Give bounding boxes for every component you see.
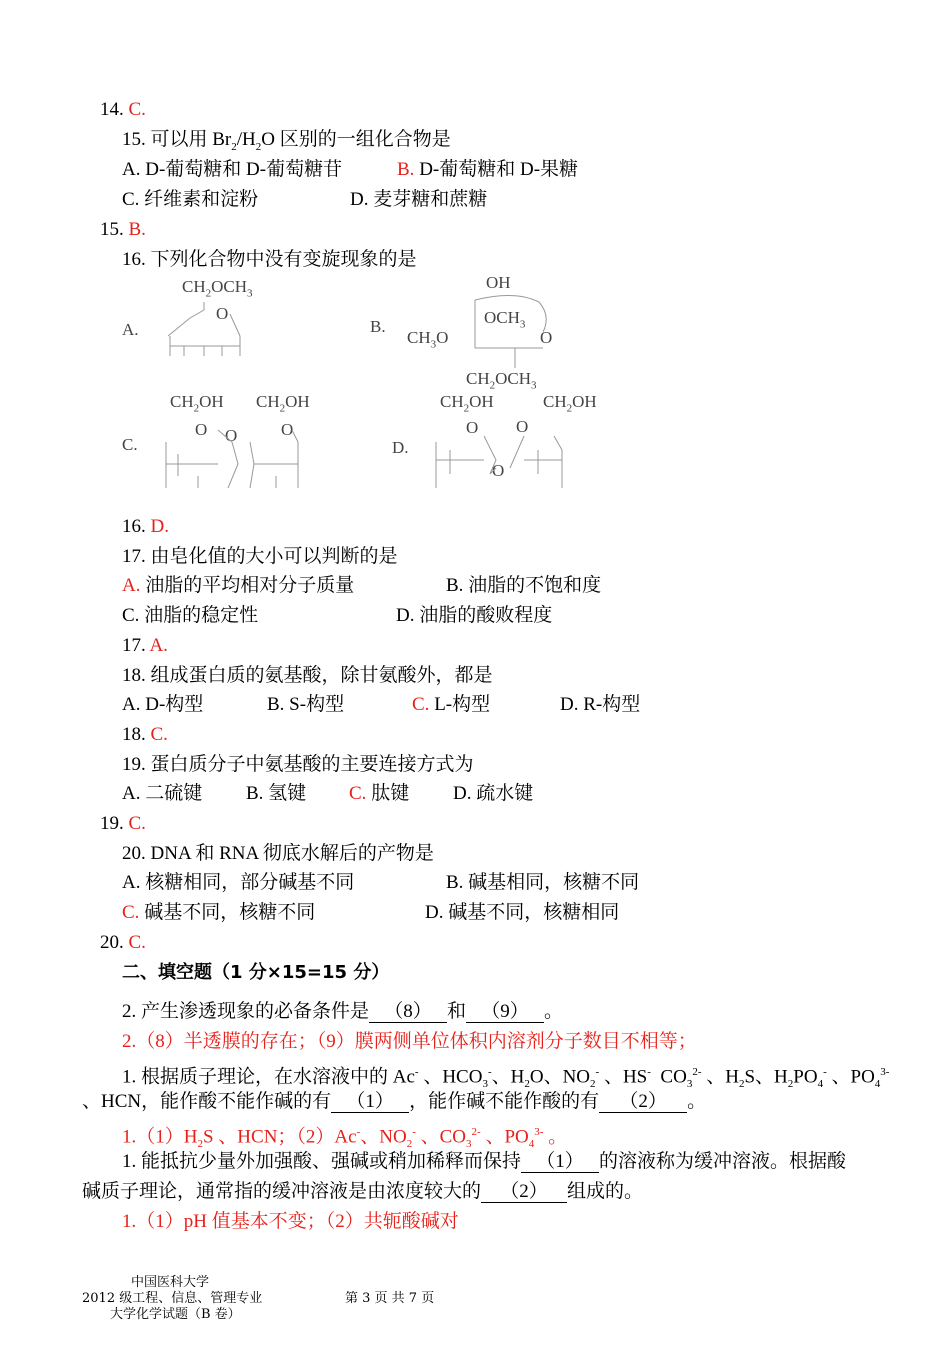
q20-option-d: D. 碱基不同，核糖相同 (425, 902, 620, 923)
q17-option-d: D. 油脂的酸败程度 (396, 605, 553, 626)
q16-stem: 16. 下列化合物中没有变旋现象的是 (122, 249, 417, 270)
q19-stem: 19. 蛋白质分子中氨基酸的主要连接方式为 (122, 754, 474, 775)
q19-option-b: B. 氢键 (246, 783, 307, 804)
structure-b-substituent: $CH_2OCH_3$ (466, 369, 537, 392)
answer-key: C. (128, 99, 146, 120)
fill-3-question-line1: 1. 能抵抗少量外加强酸、强碱或稍加稀释而保持 （1） 的溶液称为缓冲溶液。根据酸 (122, 1151, 847, 1172)
q19-option-a: A. 二硫键 (122, 783, 203, 804)
blank-9: （9） (466, 1002, 544, 1023)
structure-d-ring-oxygen-left: O (466, 418, 479, 437)
fill-1-answer: $1.(1)H_2S$ 、HCN；（2）Ac-、$NO_2^-$ 、$CO_3^{2-}$ 、$PO_4^{3-}$ 。 (122, 1126, 568, 1151)
structure-a-ring-oxygen: O (216, 304, 229, 323)
structure-d-bridge-oxygen: O (492, 461, 505, 480)
fill-3-answer: 1.（1）pH 值基本不变；（2）共轭酸碱对 (122, 1211, 459, 1232)
structure-d-rings (428, 416, 578, 496)
blank-3-2: （2） (481, 1182, 567, 1203)
q20-stem: 20. DNA 和 RNA 彻底水解后的产物是 (122, 843, 434, 864)
structure-d-ch2oh-left: $CH_2OH$ (440, 392, 494, 415)
fill-2-answer: 2.（8）半透膜的存在；（9）膜两侧单位体积内溶剂分子数目不相等； (122, 1031, 697, 1052)
q20-option-c: C. 碱基不同，核糖不同 (122, 902, 316, 923)
q20-answer: 20. C. (100, 932, 146, 953)
footer-page: 第 3 页 共 7 页 (345, 1291, 435, 1306)
q16-answer: 16. D. (122, 516, 169, 537)
structure-b-hydroxyl: OH (486, 273, 511, 292)
structure-b-label: B. (370, 317, 386, 336)
q18-option-b: B. S-构型 (267, 694, 345, 715)
q18-answer: 18. C. (122, 724, 168, 745)
q17-answer: 17. A. (122, 635, 168, 656)
section-title: 二、填空题（1 分×15=15 分） (122, 962, 390, 983)
blank-1: （1） (331, 1092, 409, 1113)
q15-option-c: C. 纤维素和淀粉 (122, 189, 259, 210)
footer-major: 2012 级工程、信息、管理专业 (82, 1291, 263, 1306)
q20-option-b: B. 碱基相同，核糖不同 (446, 872, 640, 893)
q17-option-a: A. 油脂的平均相对分子质量 (122, 575, 355, 596)
structure-d-ch2oh-right: $CH_2OH$ (543, 392, 597, 415)
q14-answer: 14. C. (100, 99, 146, 120)
fill-2-question: 2. 产生渗透现象的必备条件是 （8） 和 （9） 。 (122, 1001, 564, 1022)
structure-c-ring-oxygen-left: O (195, 420, 208, 439)
q19-option-c: C. 肽键 (349, 783, 410, 804)
fill-1-question-line1: 1. 根据质子理论，在水溶液中的 Ac- 、$HCO_3^-$、$H_2O$、$NO_2^-$ 、HS- $CO_3^{2-}$ 、$H_2S$、$H_2PO_4^-$ 、$PO_4^{3-}$ (122, 1066, 890, 1091)
structure-a-ring (160, 300, 250, 360)
blank-3-1: （1） (521, 1152, 599, 1173)
q15-option-a: A. D-葡萄糖和 D-葡萄糖苷 (122, 159, 343, 180)
structure-c-label: C. (122, 435, 138, 454)
structure-a-label: A. (122, 320, 139, 339)
q15-option-b: B. D-葡萄糖和 D-果糖 (397, 159, 579, 180)
structure-d-label: D. (392, 438, 409, 457)
q18-option-a: A. D-构型 (122, 694, 204, 715)
structure-c-ch2oh-left: $CH_2OH$ (170, 392, 224, 415)
q18-option-d: D. R-构型 (560, 694, 641, 715)
q17-stem: 17. 由皂化值的大小可以判断的是 (122, 546, 398, 567)
structure-c-rings (158, 416, 308, 496)
structure-b-ring (455, 292, 565, 372)
q17-option-b: B. 油脂的不饱和度 (446, 575, 602, 596)
q18-option-c: C. L-构型 (412, 694, 491, 715)
structure-c-bridge-oxygen: O (225, 426, 238, 445)
q19-answer: 19. C. (100, 813, 146, 834)
footer-exam: 大学化学试题（B 卷） (110, 1307, 241, 1322)
structure-b-methoxy: $OCH_3$ (484, 308, 526, 331)
structure-c-ch2oh-right: $CH_2OH$ (256, 392, 310, 415)
q17-option-c: C. 油脂的稳定性 (122, 605, 259, 626)
q20-option-a: A. 核糖相同，部分碱基不同 (122, 872, 355, 893)
q15-answer: 15. B. (100, 219, 146, 240)
structure-b-ring-oxygen: O (540, 328, 553, 347)
footer-school: 中国医科大学 (131, 1275, 210, 1290)
q18-stem: 18. 组成蛋白质的氨基酸，除甘氨酸外，都是 (122, 665, 493, 686)
fill-3-question-line2: 碱质子理论，通常指的缓冲溶液是由浓度较大的 （2） 组成的。 (82, 1181, 644, 1202)
q19-option-d: D. 疏水键 (453, 783, 534, 804)
structure-c-ring-oxygen-right: O (281, 420, 294, 439)
blank-2: （2） (599, 1092, 687, 1113)
q15-option-d: D. 麦芽糖和蔗糖 (350, 189, 488, 210)
blank-8: （8） (369, 1002, 447, 1023)
structure-a-substituent: $CH_2OCH_3$ (182, 277, 253, 300)
structure-b-methoxy-left: $CH_3O$ (407, 328, 449, 351)
structure-d-ring-oxygen-right: O (516, 417, 529, 436)
q15-stem: 15. 可以用 $Br_2/H_2O$ 区别的一组化合物是 (122, 129, 451, 153)
fill-1-question-line2: 、HCN，能作酸不能作碱的有 （1） ，能作碱不能作酸的有 （2） 。 (82, 1091, 707, 1112)
